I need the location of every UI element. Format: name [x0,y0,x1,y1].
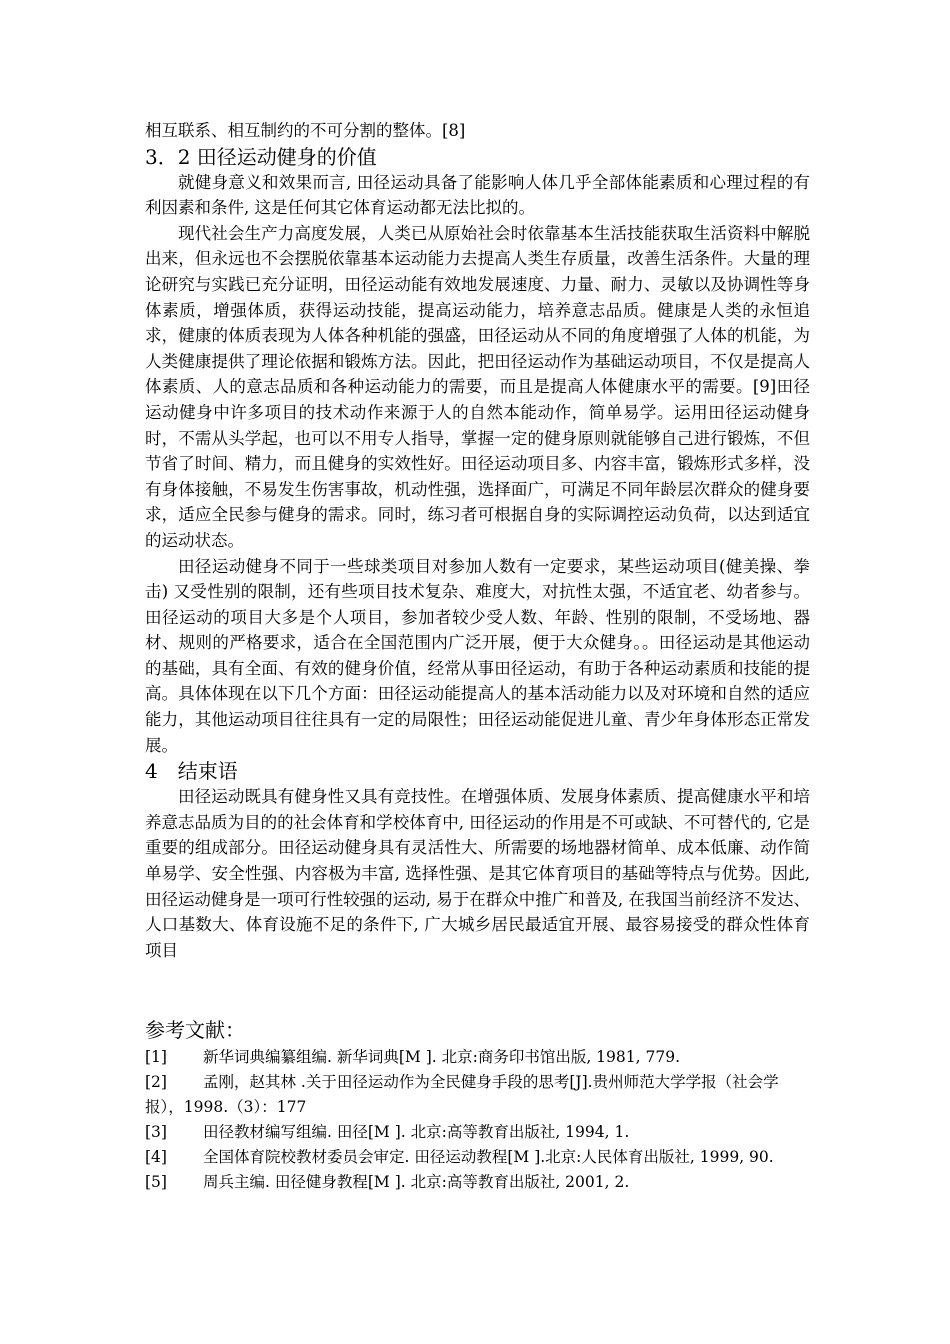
reference-text: 孟刚，赵其林 .关于田径运动作为全民健身手段的思考[J].贵州师范大学学报（社会学报），1998.（3）：177 [145,1073,779,1116]
reference-number: [5] [145,1173,167,1191]
reference-item [145,1120,810,1145]
reference-text: 新华词典编纂组编. 新华词典[M ]. 北京:商务印书馆出版, 1981, 779. [203,1048,680,1066]
reference-item [145,1045,810,1070]
section-3-2-paragraph-3: 田径运动健身不同于一些球类项目对参加人数有一定要求，某些运动项目(健美操、拳击) 又受性别的限制，还有些项目技术复杂、难度大，对抗性太强，不适宜老、幼者参与。田径运动的项目大多是个人项目，参加者较少受人数、年龄、性别的限制，不受场地、器材、规则的严格要求，适合在全国范围内广泛开展，便于大众健身。。田径运动是其他运动的基础，具有全面、有效的健身价值，经常从事田径运动，有助于各种运动素质和技能的提高。具体体现在以下几个方面：田径运动能提高人的基本活动能力以及对环境和自然的适应能力，其他运动项目往往具有一定的局限性；田径运动能促进儿童、青少年身体形态正常发展。 [145,556,810,755]
section-3-2-paragraph-2: 现代社会生产力高度发展，人类已从原始社会时依靠基本生活技能获取生活资料中解脱出来，但永远也不会摆脱依靠基本运动能力去提高人类生存质量，改善生活条件。大量的理论研究与实践已充分证明，田径运动能有效地发展速度、力量、耐力、灵敏以及协调性等身体素质，增强体质，获得运动技能，提高运动能力，培养意志品质。健康是人类的永恒追求，健康的体质表现为人体各种机能的强盛，田径运动从不同的角度增强了人体的机能，为人类健康提供了理论依据和锻炼方法。因此，把田径运动作为基础运动项目，不仅是提高人体素质、人的意志品质和各种运动能力的需要，而且是提高人体健康水平的需要。[9]田径运动健身中许多项目的技术动作来源于人的自然本能动作，简单易学。运用田径运动健身时，不需从头学起，也可以不用专人指导，掌握一定的健身原则就能够自己进行锻炼，不但节省了时间、精力，而且健身的实效性好。田径运动项目多、内容丰富，锻炼形式多样，没有身体接触，不易发生伤害事故，机动性强，选择面广，可满足不同年龄层次群众的健身要求，适应全民参与健身的需求。同时，练习者可根据自身的实际调控运动负荷，以达到适宜的运动状态。 [145,223,810,550]
reference-item [145,1070,810,1120]
section-4-paragraph-1: 田径运动既具有健身性又具有竞技性。在增强体质、发展身体素质、提高健康水平和培养意志品质为目的的社会体育和学校体育中, 田径运动的作用是不可或缺、不可替代的, 它是重要的组成部分。田径运动健身具有灵活性大、所需要的场地器材简单、成本低廉、动作简单易学、安全性强、内容极为丰富, 选择性强、是其它体育项目的基础等特点与优势。因此,田径运动健身是一项可行性较强的运动, 易于在群众中推广和普及, 在我国当前经济不发达、人口基数大、体育设施不足的条件下, 广大城乡居民最适宜开展、最容易接受的群众性体育项目 [145,787,810,960]
reference-text: 周兵主编. 田径健身教程[M ]. 北京:高等教育出版社, 2001, 2. [203,1173,630,1191]
reference-text: 田径教材编写组编. 田径[M ]. 北京:高等教育出版社, 1994, 1. [203,1123,630,1141]
reference-number: [3] [145,1123,167,1141]
intro-line: 相互联系、相互制约的不可分割的整体。[8] [145,121,466,140]
reference-item [145,1170,810,1195]
reference-number: [2] [145,1073,167,1091]
reference-number: [1] [145,1048,167,1066]
references-title: 参考文献： [145,1018,245,1042]
section-3-2-paragraph-1: 就健身意义和效果而言, 田径运动具备了能影响人体几乎全部体能素质和心理过程的有利因素和条件, 这是任何其它体育运动都无法比拟的。 [145,172,810,218]
section-3-2-heading: 3．2 田径运动健身的价值 [145,144,377,169]
body-text [145,118,810,963]
reference-item [145,1145,810,1170]
section-4-heading: 4 结束语 [145,759,238,784]
reference-text: 全国体育院校教材委员会审定. 田径运动教程[M ].北京:人民体育出版社, 1999, 90. [203,1148,774,1166]
reference-number: [4] [145,1148,167,1166]
references-list [145,1045,810,1195]
